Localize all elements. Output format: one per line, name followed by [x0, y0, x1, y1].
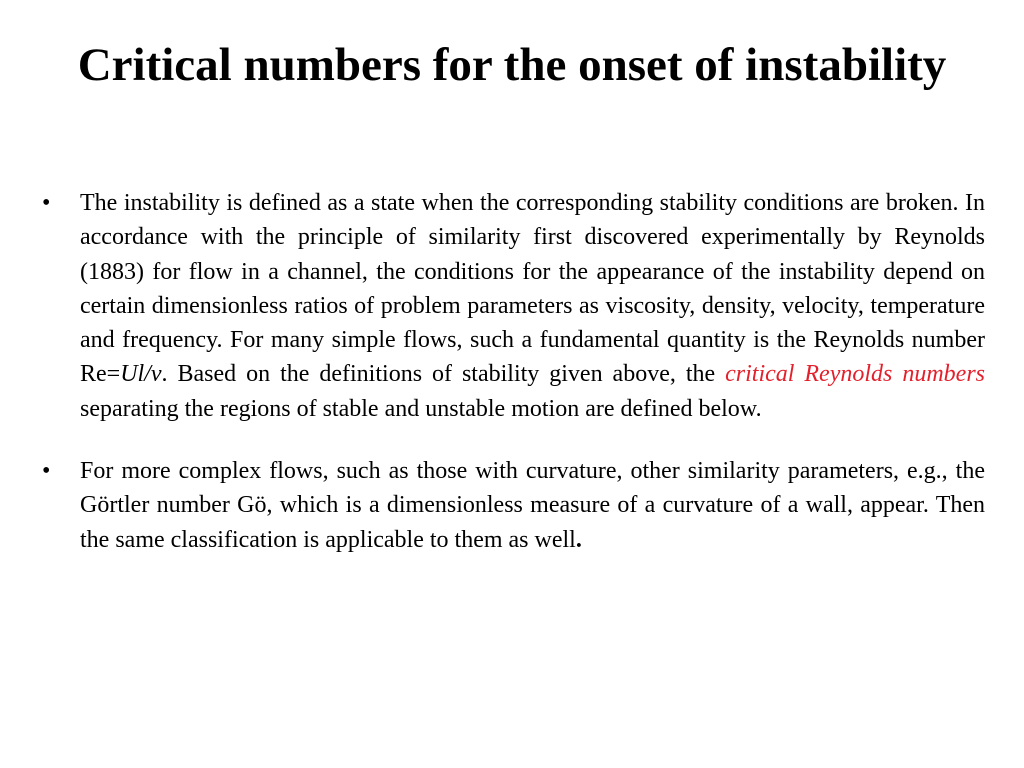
bullet-end-period: . [575, 526, 582, 553]
bullet-item-gortler [0, 454, 1024, 557]
reynolds-formula: Ul/ν [120, 361, 162, 388]
highlighted-term: critical Reynolds numbers [725, 361, 985, 388]
bullet-text: . Based on the definitions of stability given above, the [161, 361, 726, 388]
bullet-marker: • [42, 190, 51, 216]
bullet-text: The instability is defined as a state when the corresponding stability conditions are broken. In accordance with the principle of similarity first discovered experimentally by Reynolds (1883) for flow in a channel, the conditions for the appearance of the instability depend on certain dimensionless ratios of problem parameters as viscosity, density, velocity, temperature and frequency. For many simple flows, such a fundamental quantity is the Reynolds number Re= [80, 190, 985, 388]
bullet-marker: • [42, 458, 51, 485]
bullet-item-reynolds [0, 186, 1024, 426]
bullet-text: separating the regions of stable and unstable motion are defined below. [80, 395, 762, 422]
bullet-text: For more complex flows, such as those with curvature, other similarity parameters, e.g., the Görtler number Gö, which is a dimensionless measure of a curvature of a wall, appear. Then the same classification is applicable to them as well [80, 458, 985, 553]
bullet-list [0, 186, 1024, 557]
slide-title: Critical numbers for the onset of instability [77, 39, 947, 91]
